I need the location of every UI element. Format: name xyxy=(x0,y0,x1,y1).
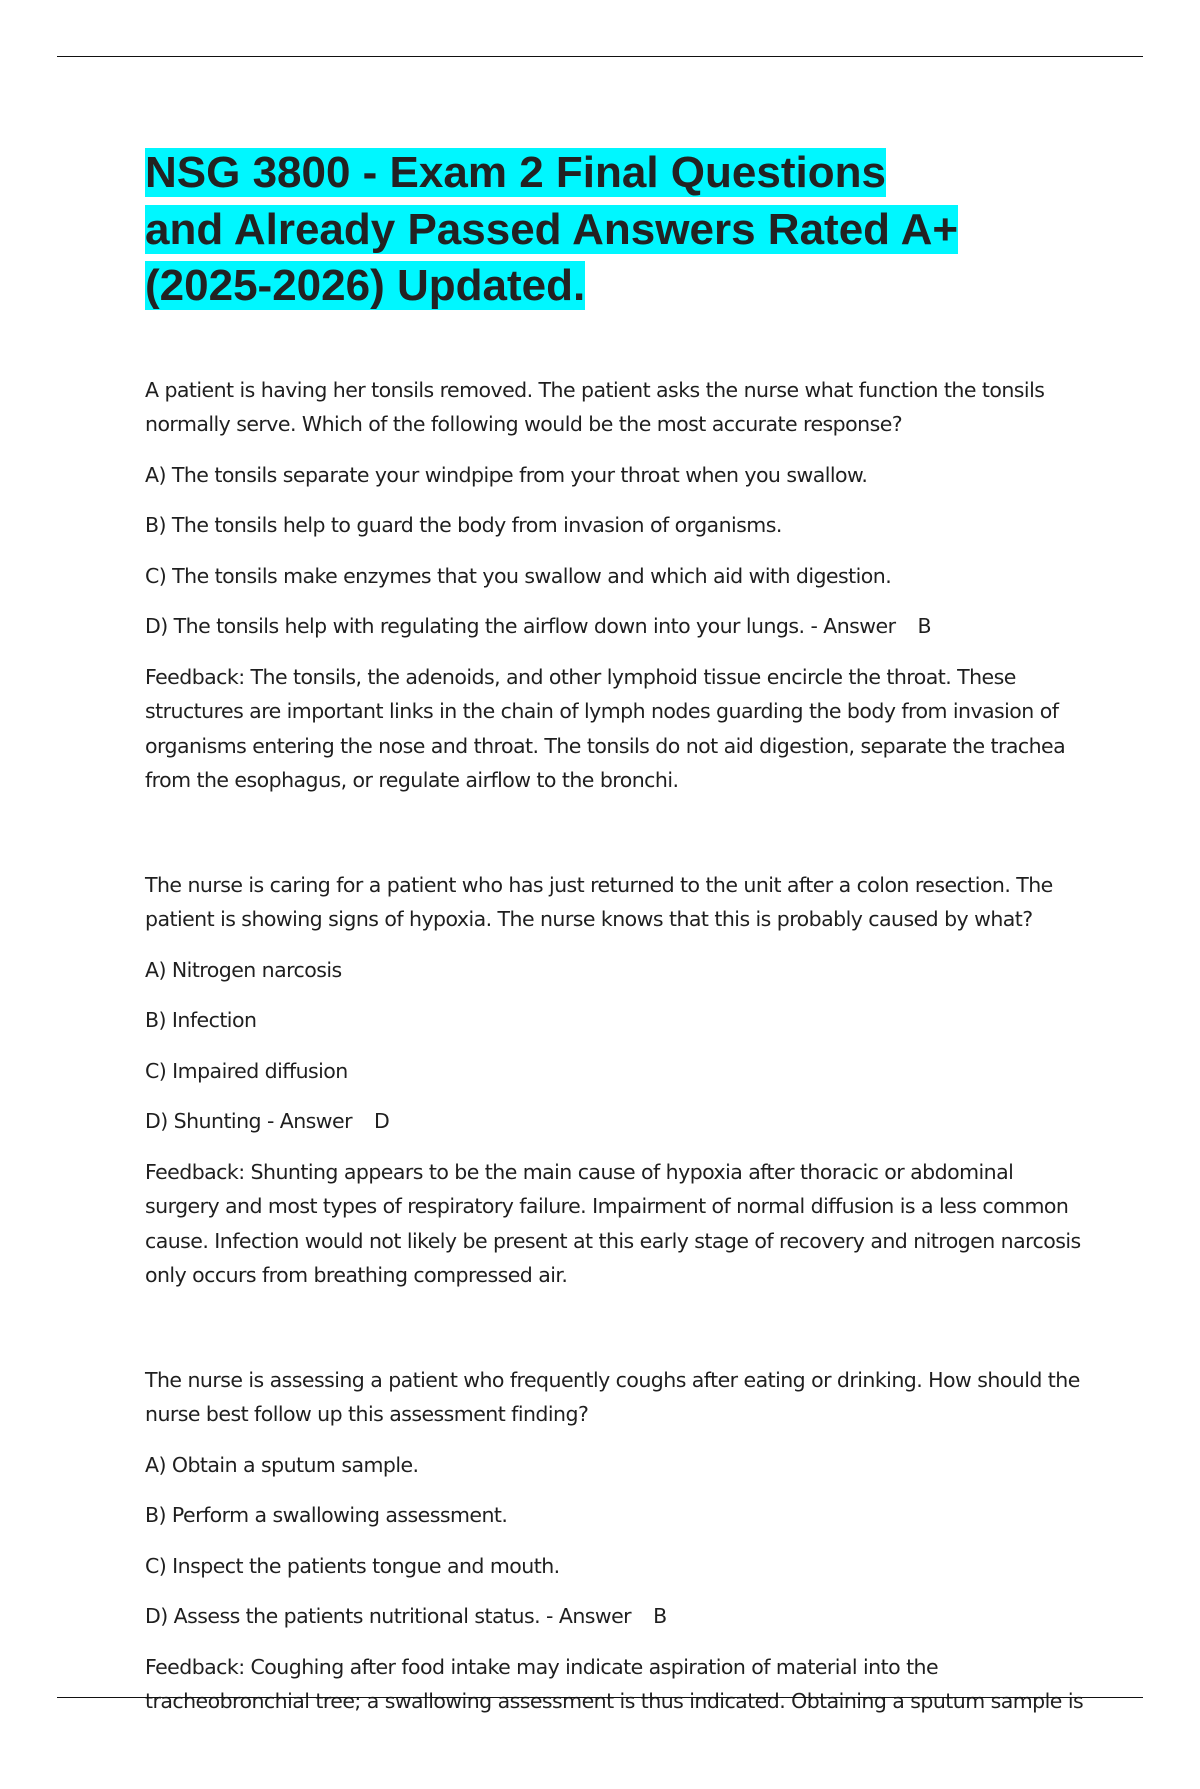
option-d-with-answer xyxy=(145,1599,1085,1634)
option-b: B) The tonsils help to guard the body from invasion of organisms. xyxy=(145,513,782,537)
question-stem: A patient is having her tonsils removed. The patient asks the nurse what function the tonsils normally serve. Which of the following would be the most accurate response? xyxy=(145,377,1045,436)
option-b: B) Infection xyxy=(145,1008,257,1032)
question-stem: The nurse is caring for a patient who has just returned to the unit after a colon resection. The patient is showing signs of hypoxia. The nurse knows that this is probably caused by what? xyxy=(145,872,1053,931)
question-1 xyxy=(145,373,1085,798)
feedback: Feedback: Shunting appears to be the main cause of hypoxia after thoracic or abdominal surgery and most types of respiratory failure. Impairment of normal diffusion is a less common cause. Infection would not likely be present at this early stage of recovery and nitrogen narcosis only occurs from breathing compressed air. xyxy=(145,1159,1081,1287)
answer-letter: D xyxy=(373,1109,390,1133)
option-b: B) Perform a swallowing assessment. xyxy=(145,1503,508,1527)
question-2 xyxy=(145,868,1085,1293)
feedback: Feedback: The tonsils, the adenoids, and other lymphoid tissue encircle the throat. These structures are important links in the chain of lymph nodes guarding the body from invasion of organisms entering the nose and throat. The tonsils do not aid digestion, separate the trachea from the esophagus, or regulate airflow to the bronchi. xyxy=(145,664,1066,792)
feedback: Feedback: Coughing after food intake may indicate aspiration of material into the tracheobronchial tree; a swallowing assessment is thus indicated. Obtaining a sputum sample is xyxy=(145,1654,1084,1713)
option-a: A) Nitrogen narcosis xyxy=(145,957,342,982)
option-c: C) Inspect the patients tongue and mouth. xyxy=(145,1553,560,1578)
document-title xyxy=(145,145,975,315)
option-c: C) Impaired diffusion xyxy=(145,1058,348,1083)
option-d-with-answer xyxy=(145,609,1085,644)
answer-letter: B xyxy=(917,614,931,638)
footer-rule xyxy=(57,1697,1143,1698)
header-rule xyxy=(57,56,1143,57)
document-body xyxy=(145,145,1085,1789)
option-d-with-answer xyxy=(145,1104,1085,1139)
answer-letter: B xyxy=(653,1604,667,1628)
option-c: C) The tonsils make enzymes that you swallow and which aid with digestion. xyxy=(145,563,892,588)
option-d: D) Assess the patients nutritional status. - Answer xyxy=(145,1604,632,1628)
question-stem: The nurse is assessing a patient who frequently coughs after eating or drinking. How should the nurse best follow up this assessment finding? xyxy=(145,1367,1080,1426)
question-3 xyxy=(145,1363,1085,1719)
option-d: D) Shunting - Answer xyxy=(145,1109,352,1133)
option-a: A) The tonsils separate your windpipe from your throat when you swallow. xyxy=(145,462,868,487)
option-a: A) Obtain a sputum sample. xyxy=(145,1452,419,1477)
option-d: D) The tonsils help with regulating the airflow down into your lungs. - Answer xyxy=(145,614,896,638)
title-highlight: NSG 3800 - Exam 2 Final Questions and Already Passed Answers Rated A+(2025-2026) Updated. xyxy=(145,148,959,310)
